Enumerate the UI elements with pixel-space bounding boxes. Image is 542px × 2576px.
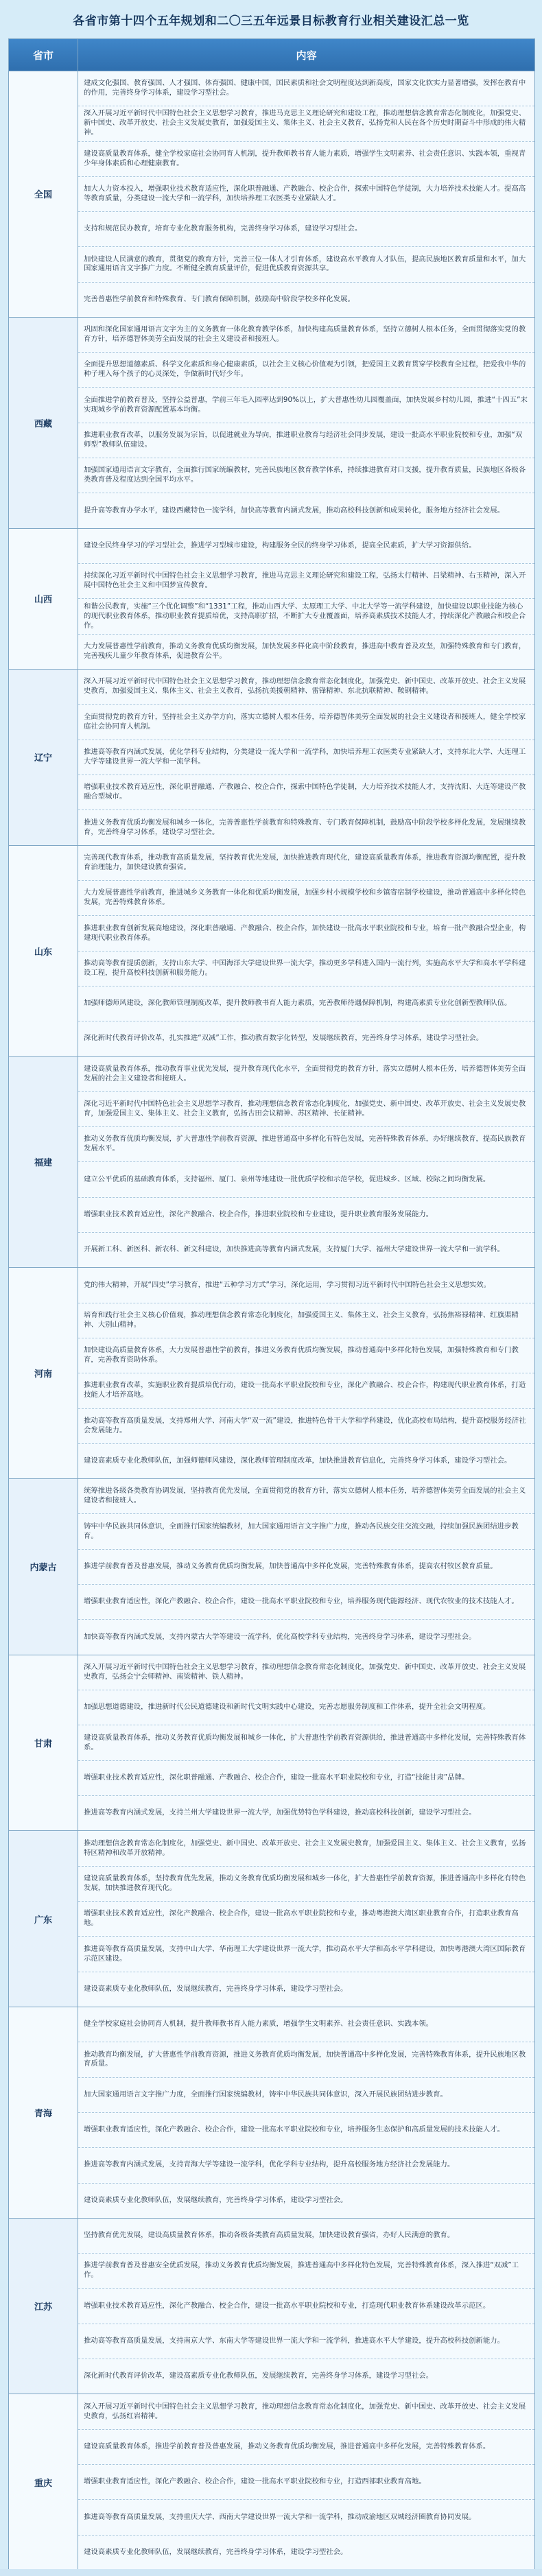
content-text: 推动高等教育高质量发展，支持郑州大学、河南大学“双一流”建设，推进特色骨干大学和学科建设，优化高校布局结构，提升高校服务经济社会发展能力。	[84, 1416, 526, 1434]
content-item	[78, 986, 534, 1021]
content-text: 建成文化强国、教育强国、人才强国、体育强国、健康中国，国民素质和社会文明程度达到新高度，国家文化软实力显著增强，发挥在教育中的作用，完善终身学习体系，建设学习型社会。	[84, 79, 526, 97]
content-text: 推动教育均衡发展，扩大普惠性学前教育资源，推进义务教育优质均衡发展，加快普通高中多样化发展，完善特殊教育体系，提升民族地区教育质量。	[84, 2050, 526, 2068]
content-cell	[78, 846, 534, 1056]
table-row	[9, 1830, 534, 2007]
content-item	[78, 282, 534, 317]
content-item	[78, 1901, 534, 1936]
content-text: 深入开展习近平新时代中国特色社会主义思想学习教育，推动理想信念教育常态化制度化，加强党史、新中国史、改革开放史、社会主义发展史教育，弘扬会宁会师精神、南梁精神、铁人精神。	[84, 1662, 526, 1681]
content-item	[78, 2359, 534, 2394]
content-item	[78, 2535, 534, 2570]
content-cell	[78, 71, 534, 317]
content-text: 提升高等教育办学水平，建设西藏特色一流学科，加快高等教育内涵式发展，推动高校科技创新和成果转化，服务地方经济社会发展。	[84, 506, 505, 515]
table-row	[9, 317, 534, 528]
content-text: 建立公平优质的基础教育体系，支持福州、厦门、泉州等地建设一批优质学校和示范学校，促进城乡、区域、校际之间均衡发展。	[84, 1174, 491, 1183]
content-item	[78, 1549, 534, 1584]
content-text: 推进高等教育高质量发展，支持中山大学、华南理工大学建设世界一流大学，推动高水平大学和高水平学科建设，加快粤港澳大湾区国际教育示范区建设。	[84, 1944, 526, 1963]
content-item	[78, 2324, 534, 2359]
content-cell	[78, 2219, 534, 2394]
content-text: 深入开展习近平新时代中国特色社会主义思想学习教育，推进马克思主义理论研究和建设工程，推动理想信念教育常态化制度化，加强党史、新中国史、改革开放史、社会主义发展史教育，加强爱国主义、集体主义、社会主义教育，弘扬党和人民在各个历史时期奋斗中形成的伟大精神。	[84, 109, 526, 137]
content-item	[78, 1690, 534, 1725]
content-item	[78, 598, 534, 633]
content-text: 增强职业技术教育适应性，深化产教融合、校企合作，建设一批高水平职业院校和专业，推动粤港澳大湾区职业教育合作，打造职业教育高地。	[84, 1909, 519, 1928]
content-item	[78, 563, 534, 598]
content-item	[78, 2183, 534, 2218]
page-footer-bar	[0, 2569, 542, 2576]
content-text: 增强职业教育适应性，深化产教融合、校企合作，建设一批高水平职业院校和专业，培养服务生态保护和高质量发展的技术技能人才。	[84, 2125, 505, 2134]
content-item	[78, 211, 534, 246]
table-row	[9, 528, 534, 670]
content-item	[78, 1303, 534, 1338]
content-cell	[78, 529, 534, 670]
content-text: 支持和规范民办教育，培育专业化教育服务机构，完善终身学习体系，建设学习型社会。	[84, 224, 362, 233]
content-text: 建设高质量教育体系，坚持教育优先发展，推动义务教育优质均衡发展和城乡一体化，扩大普惠性学前教育资源，推进普通高中多样化有特色发展，加快推进教育现代化。	[84, 1874, 526, 1892]
content-cell	[78, 670, 534, 845]
header-province: 省市	[9, 39, 78, 71]
content-text: 增强职业技术教育适应性，深化产教融合、校企合作，推进职业院校和专业建设，提升职业教育服务发展能力。	[84, 1209, 434, 1218]
content-text: 增强职业教育适应性，深化产教融合、校企合作，建设一批高水平职业院校和专业，打造西部职业教育高地。	[84, 2477, 426, 2486]
content-item	[78, 2253, 534, 2288]
content-item	[78, 951, 534, 986]
content-text: 深化新时代教育评价改革，建设高素质专业化教师队伍，发展继续教育，完善终身学习体系，建设学习型社会。	[84, 2372, 434, 2380]
content-text: 推动义务教育优质均衡发展，扩大普惠性学前教育资源，推进普通高中多样化有特色发展，完善特殊教育体系，办好继续教育，提高民族教育发展水平。	[84, 1135, 526, 1153]
content-text: 建设高质量教育体系，健全学校家庭社会协同育人机制，提升教师教书育人能力素质，增强学生文明素养、社会责任意识、实践本领，重视青少年身体素质和心理健康教育。	[84, 149, 526, 167]
content-text: 推进高等教育内涵式发展，优化学科专业结构，分类建设一流大学和一流学科，加快培养理工农医类专业紧缺人才，支持东北大学、大连理工大学等建设世界一流大学和一流学科。	[84, 748, 526, 766]
content-item	[78, 670, 534, 704]
content-text: 推进学前教育普及普惠发展，推动义务教育优质均衡发展，加快普通高中多样化发展，完善特殊教育体系，提高农村牧区教育质量。	[84, 1561, 497, 1570]
content-text: 推动高等教育提质创新，支持山东大学、中国海洋大学建设世界一流大学，推动更多学科进入国内一流行列，实施高水平大学和高水平学科建设工程，提升高校科技创新和服务能力。	[84, 958, 526, 977]
content-item	[78, 2147, 534, 2182]
content-text: 持续深化习近平新时代中国特色社会主义思想学习教育，推进马克思主义理论研究和建设工程，弘扬太行精神、吕梁精神、右玉精神，深入开展中国特色社会主义和中国梦宣传教育。	[84, 571, 526, 590]
content-item	[78, 1936, 534, 1971]
content-text: 深入开展习近平新时代中国特色社会主义思想学习教育，推动理想信念教育常态化制度化，加强党史、新中国史、改革开放史、社会主义发展史教育，弘扬红岩精神。	[84, 2402, 526, 2420]
content-item	[78, 2112, 534, 2147]
province-cell: 内蒙古	[9, 1479, 78, 1655]
content-text: 全面提升思想道德素质、科学文化素质和身心健康素质，以社会主义核心价值观为引领，把爱国主义教育贯穿学校教育全过程，把爱我中华的种子埋入每个孩子的心灵深处，争做新时代好少年。	[84, 360, 526, 379]
content-text: 全面推进学前教育普及，坚持公益普惠，学前三年毛入园率达到90%以上，扩大普惠性幼儿园覆盖面，加快发展乡村幼儿园，推进“十四五”末实现城乡学前教育资源配置基本均衡。	[84, 395, 528, 414]
content-text: 深化习近平新时代中国特色社会主义思想学习教育，推动理想信念教育常态化制度化，加强党史、新中国史、改革开放史、社会主义发展史教育，加强爱国主义、集体主义、社会主义教育，弘扬古田会议精神、苏区精神、长征精神。	[84, 1100, 526, 1118]
province-cell: 辽宁	[9, 670, 78, 845]
content-text: 推动理想信念教育常态化制度化，加强党史、新中国史、改革开放史、社会主义发展史教育，加强爱国主义、集体主义、社会主义教育，弘扬特区精神和改革开放精神。	[84, 1839, 526, 1857]
content-item	[78, 1584, 534, 1619]
content-text: 推动高等教育高质量发展，支持南京大学、东南大学等建设世界一流大学和一流学科，推进高水平大学建设，提升高校科技创新能力。	[84, 2336, 505, 2345]
content-text: 坚持教育优先发展，建设高质量教育体系，推动各级各类教育高质量发展，加快建设教育强省，办好人民满意的教育。	[84, 2230, 455, 2239]
content-text: 推进高等教育内涵式发展，支持兰州大学建设世界一流大学，加强优势特色学科建设，推动高校科技创新，建设学习型社会。	[84, 1808, 476, 1817]
content-text: 完善现代教育体系，推动教育高质量发展，坚持教育优先发展，加快推进教育现代化，建设高质量教育体系，推进教育资源均衡配置，提升教育治理能力，加快建设教育强省。	[84, 853, 526, 871]
content-text: 和谐公民教育，实施“三个优化调整”和“1331”工程，推动山西大学、太原理工大学、中北大学等一流学科建设，加快建设以职业技能为核心的现代职业教育体系，推动职业教育提质培优，支持高职扩招，不断扩大专业覆盖面，培养高素质技术技能人才，持续深化产教融合和校企合作。	[84, 602, 526, 630]
content-item	[78, 1655, 534, 1690]
content-item	[78, 529, 534, 563]
content-text: 建设高质量教育体系，推进学前教育普及普惠发展，推动义务教育优质均衡发展，推进普通高中多样化发展，完善特殊教育体系。	[84, 2442, 491, 2450]
content-item	[78, 846, 534, 880]
content-text: 推进义务教育优质均衡发展和城乡一体化，完善普惠性学前教育和特殊教育、专门教育保障机制，鼓励高中阶段学校多样化发展，发展继续教育，完善终身学习体系，建设学习型社会。	[84, 818, 526, 836]
content-text: 全面贯彻党的教育方针，坚持社会主义办学方向，落实立德树人根本任务，培养德智体美劳全面发展的社会主义建设者和接班人，健全学校家庭社会协同育人机制。	[84, 712, 526, 731]
province-cell: 甘肃	[9, 1655, 78, 1831]
content-item	[78, 1619, 534, 1654]
content-cell	[78, 2394, 534, 2570]
content-text: 巩固和深化国家通用语言文字为主的义务教育一体化教育教学体系，加快构建高质量教育体系，坚持立德树人根本任务，全面贯彻落实党的教育方针，培养德智体美劳全面发展的社会主义建设者和接班人。	[84, 325, 526, 344]
content-text: 健全学校家庭社会协同育人机制，提升教师教书育人能力素质，增强学生文明素养、社会责任意识、实践本领。	[84, 2020, 434, 2029]
content-item	[78, 1479, 534, 1513]
content-text: 推进职业教育创新发展高地建设，深化职普融通、产教融合、校企合作，加快建设一批高水平职业院校和专业，培育一批产教融合型企业，构建现代职业教育体系。	[84, 923, 526, 942]
content-item	[78, 493, 534, 528]
content-item	[78, 1091, 534, 1126]
content-item	[78, 141, 534, 176]
content-text: 增强职业技术教育适应性，深化职普融通、产教融合、校企合作，建设一批高水平职业院校和专业，打造“技能甘肃”品牌。	[84, 1773, 469, 1782]
content-item	[78, 704, 534, 739]
content-text: 加快高等教育内涵式发展，支持内蒙古大学等建设一流学科，优化高校学科专业结构，完善终身学习体系，建设学习型社会。	[84, 1632, 476, 1641]
content-item	[78, 387, 534, 422]
table-row	[9, 1655, 534, 1831]
content-text: 推进高等教育高质量发展，支持重庆大学、西南大学建设世界一流大学和一流学科，推动成渝地区双城经济圈教育协同发展。	[84, 2512, 476, 2521]
content-text: 统筹推进各级各类教育协调发展，坚持教育优先发展，全面贯彻党的教育方针，落实立德树人根本任务，培养德智体美劳全面发展的社会主义建设者和接班人。	[84, 1487, 526, 1505]
content-item	[78, 1232, 534, 1267]
content-item	[78, 2219, 534, 2253]
content-text: 建设高素质专业化教师队伍，发展继续教育，完善终身学习体系，建设学习型社会。	[84, 2547, 348, 2556]
content-text: 加大国家通用语言文字推广力度，全面推行国家统编教材，铸牢中华民族共同体意识，深入开展民族团结进步教育。	[84, 2090, 447, 2099]
content-item	[78, 2077, 534, 2112]
content-text: 推进高等教育内涵式发展，支持青海大学等建设一流学科，优化学科专业结构，提升高校服务地方经济社会发展能力。	[84, 2160, 455, 2169]
content-item	[78, 810, 534, 844]
content-text: 建设高质量教育体系，推动义务教育优质均衡发展和城乡一体化，扩大普惠性学前教育资源供给，推进普通高中多样化发展，完善特殊教育体系。	[84, 1733, 526, 1751]
table-row	[9, 1267, 534, 1478]
content-item	[78, 1268, 534, 1302]
table-row	[9, 2218, 534, 2394]
content-text: 推进职业教育改革，以服务发展为宗旨，以促进就业为导向，推进职业教育与经济社会同步发展，建设一批高水平职业院校和专业，加强“双师型”教师队伍建设。	[84, 430, 523, 449]
content-item	[78, 1197, 534, 1232]
content-text: 加快建设人民满意的教育，贯彻党的教育方针，完善三位一体人才引育体系，建设高水平教育人才队伍，提高民族地区教育质量和水平，加大国家通用语言文字推广力度。不断健全教育质量评价，促进优质教育资源共享。	[84, 255, 526, 273]
content-text: 深入开展习近平新时代中国特色社会主义思想学习教育，推动理想信念教育常态化制度化，加强党史、新中国史、改革开放史、社会主义发展史教育，加强爱国主义、集体主义、社会主义教育，弘扬抗美援朝精神、雷锋精神、东北抗联精神、鞍钢精神。	[84, 677, 526, 696]
content-item	[78, 71, 534, 106]
page-title: 各省市第十四个五年规划和二〇三五年远景目标教育行业相关建设汇总一览	[73, 14, 469, 28]
content-item	[78, 1443, 534, 1478]
content-item	[78, 740, 534, 775]
content-text: 铸牢中华民族共同体意识，全面推行国家统编教材，加大国家通用语言文字推广力度，推动各民族交往交流交融，持续加强民族团结进步教育。	[84, 1522, 519, 1540]
province-cell: 福建	[9, 1057, 78, 1268]
content-item	[78, 2464, 534, 2499]
content-text: 增强职业技术教育适应性，深化职普融通、产教融合、校企合作，探索中国特色学徒制，大力培养技术技能人才，支持沈阳、大连等建设产教融合型城市。	[84, 783, 526, 801]
content-item	[78, 1408, 534, 1443]
content-item	[78, 880, 534, 915]
content-item	[78, 1021, 534, 1056]
content-text: 深化新时代教育评价改革，扎实推进“双减”工作，推动教育数字化转型，发展继续教育，完善终身学习体系，建设学习型社会。	[84, 1034, 484, 1043]
content-text: 培育和践行社会主义核心价值观，推动理想信念教育常态化制度化，加强爱国主义、集体主义、社会主义教育，弘扬焦裕禄精神、红旗渠精神、大别山精神。	[84, 1310, 519, 1329]
province-cell: 西藏	[9, 318, 78, 528]
content-item	[78, 2499, 534, 2534]
content-cell	[78, 1479, 534, 1655]
content-item	[78, 1725, 534, 1760]
table-row	[9, 845, 534, 1056]
content-item	[78, 1161, 534, 1196]
table-body	[9, 71, 534, 2570]
content-text: 建设高素质专业化教师队伍，加强师德师风建设，深化教师管理制度改革，加快推进教育信息化，完善终身学习体系，建设学习型社会。	[84, 1456, 512, 1465]
content-text: 增强职业教育适应性，深化产教融合、校企合作，建设一批高水平职业院校和专业，培养服务现代能源经济、现代农牧业的技术技能人才。	[84, 1597, 519, 1606]
content-item	[78, 1057, 534, 1091]
content-item	[78, 423, 534, 458]
content-item	[78, 2042, 534, 2077]
province-cell: 江苏	[9, 2219, 78, 2394]
content-item	[78, 915, 534, 950]
content-text: 开展新工科、新医科、新农科、新文科建设，加快推进高等教育内涵式发展，支持厦门大学、福州大学建设世界一流大学和一流学科。	[84, 1245, 505, 1254]
province-cell: 山西	[9, 529, 78, 670]
content-item	[78, 1513, 534, 1548]
content-cell	[78, 1268, 534, 1478]
content-item	[78, 1795, 534, 1830]
content-item	[78, 1338, 534, 1373]
content-cell	[78, 2007, 534, 2218]
content-text: 加强思想道德建设，推进新时代公民道德建设和新时代文明实践中心建设，完善志愿服务制度和工作体系，提升全社会文明程度。	[84, 1703, 491, 1712]
content-item	[78, 458, 534, 493]
content-item	[78, 775, 534, 810]
content-item	[78, 2394, 534, 2429]
content-text: 增强职业技术教育适应性，深化产教融合、校企合作，建设一批高水平职业院校和专业，打造现代职业教育体系建设改革示范区。	[84, 2301, 491, 2310]
content-text: 建设全民终身学习的学习型社会，推进学习型城市建设，构建服务全民的终身学习体系，提高全民素质，扩大学习资源供给。	[84, 541, 476, 550]
province-cell: 青海	[9, 2007, 78, 2218]
content-text: 党的伟大精神，开展“四史”学习教育，推进“五种学习方式”学习，深化运用，学习贯彻习近平新时代中国特色社会主义思想实效。	[84, 1280, 491, 1289]
table-header	[9, 39, 534, 71]
table-row	[9, 2394, 534, 2570]
table-row	[9, 1056, 534, 1268]
content-text: 大力发展普惠性学前教育，推进城乡义务教育一体化和优质均衡发展，加强乡村小规模学校和乡镇寄宿制学校建设，推动普通高中多样化特色发展，完善特殊教育体系。	[84, 888, 526, 907]
table-row	[9, 1478, 534, 1655]
content-text: 加快建设高质量教育体系，大力发展普惠性学前教育，推进义务教育优质均衡发展，推动普通高中多样化特色发展，加强特殊教育和专门教育，完善教育资助体系。	[84, 1346, 519, 1364]
content-text: 完善普惠性学前教育和特殊教育、专门教育保障机制，鼓励高中阶段学校多样化发展。	[84, 294, 355, 303]
content-item	[78, 318, 534, 352]
content-item	[78, 1760, 534, 1795]
content-item	[78, 352, 534, 387]
summary-table	[8, 38, 535, 2571]
content-text: 加强师德师风建设，深化教师管理制度改革，提升教师教书育人能力素质，完善教师待遇保障机制，构建高素质专业化创新型教师队伍。	[84, 999, 512, 1008]
content-item	[78, 1126, 534, 1161]
content-text: 推进学前教育普及普惠安全优质发展，推动义务教育优质均衡发展，推进普通高中多样化特色发展，完善特殊教育体系，深入推进“双减”工作。	[84, 2261, 519, 2280]
content-text: 加大人力资本投入，增强职业技术教育适应性，深化职普融通、产教融合、校企合作，探索中国特色学徒制，大力培养技术技能人才。提高高等教育质量，分类建设一流大学和一流学科，加快培养理工农医类专业紧缺人才。	[84, 184, 526, 202]
content-item	[78, 2429, 534, 2464]
table-row	[9, 2007, 534, 2218]
province-cell: 全国	[9, 71, 78, 317]
content-item	[78, 1373, 534, 1408]
content-cell	[78, 1655, 534, 1831]
content-text: 建设高素质专业化教师队伍，发展继续教育，完善终身学习体系，建设学习型社会。	[84, 1984, 348, 1993]
content-item	[78, 2007, 534, 2042]
content-cell	[78, 318, 534, 528]
content-text: 建设高质量教育体系，推动教育事业优先发展，提升教育现代化水平，全面贯彻党的教育方针，落实立德树人根本任务，培养德智体美劳全面发展的社会主义建设者和接班人。	[84, 1064, 526, 1083]
header-content: 内容	[296, 49, 317, 62]
content-item	[78, 1831, 534, 1865]
province-cell: 广东	[9, 1831, 78, 2007]
province-cell: 河南	[9, 1268, 78, 1478]
content-text: 加强国家通用语言文字教育，全面推行国家统编教材，完善民族地区教育教学体系，持续推进教育对口支援，提升教育质量，民族地区各级各类教育普及程度达到全国平均水平。	[84, 466, 526, 484]
content-item	[78, 1866, 534, 1901]
content-text: 推进职业教育改革，实施职业教育提质培优行动，建设一批高水平职业院校和专业，深化产教融合、校企合作，构建现代职业教育体系，打造技能人才培养高地。	[84, 1381, 526, 1399]
content-cell	[78, 1831, 534, 2007]
table-row	[9, 71, 534, 317]
content-text: 大力发展普惠性学前教育，推动义务教育优质均衡发展，加快发展多样化高中阶段教育，推进高中教育普及攻坚，加强特殊教育和专门教育，完善残疾儿童少年教育体系，促进教育公平。	[84, 642, 526, 660]
content-item	[78, 176, 534, 211]
province-cell: 重庆	[9, 2394, 78, 2570]
content-item	[78, 106, 534, 141]
province-cell: 山东	[9, 846, 78, 1056]
content-item	[78, 1972, 534, 2007]
content-text: 建设高素质专业化教师队伍，发展继续教育，完善终身学习体系，建设学习型社会。	[84, 2195, 348, 2204]
table-row	[9, 669, 534, 845]
content-cell	[78, 1057, 534, 1268]
content-item	[78, 246, 534, 281]
content-item	[78, 2288, 534, 2323]
content-item	[78, 634, 534, 669]
